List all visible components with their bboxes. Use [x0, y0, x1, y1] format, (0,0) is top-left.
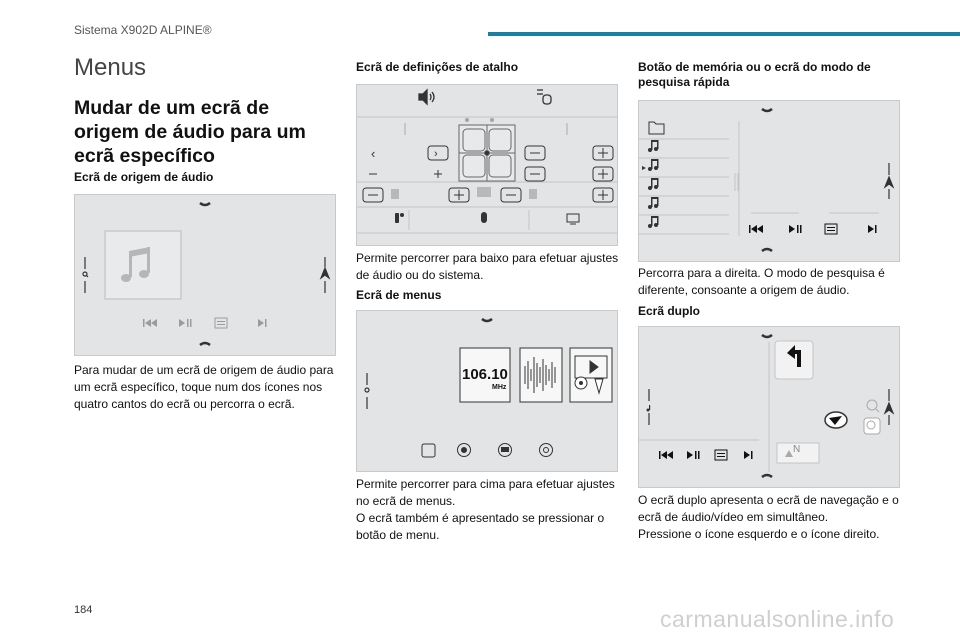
- audio-wave-tile: [520, 348, 562, 402]
- car-icon: [499, 444, 512, 457]
- play-pause-icon: [179, 319, 192, 327]
- zoom-in-icon: [867, 400, 879, 412]
- balance-fader-grid: [459, 125, 515, 181]
- chevron-up-icon: [762, 475, 772, 477]
- play-indicator-icon: [642, 166, 646, 170]
- col3-text-icons: Pressione o ícone esquerdo e o ícone direito.: [638, 527, 880, 541]
- fader-markers: [465, 118, 494, 122]
- audio-source-screen: [74, 194, 336, 356]
- zoom-out-icon: [864, 418, 880, 434]
- col2-text-shortcut: Permite percorrer para baixo para efetuar ajustes de áudio ou do sistema.: [356, 251, 619, 282]
- col2-text-menus: Permite percorrer para cima para efetuar ajustes no ecrã de menus.: [356, 477, 615, 508]
- chevron-down-icon: [200, 203, 210, 205]
- playback-controls: [143, 318, 267, 328]
- playback-controls: [749, 224, 877, 234]
- page-number: 184: [74, 604, 93, 616]
- folder-icon: [649, 122, 664, 134]
- quick-search-screen: [638, 100, 900, 262]
- page-heading: Mudar de um ecrã de origem de áudio para um ecrã específico: [74, 97, 306, 167]
- navigation-arrow-icon: [321, 257, 329, 293]
- music-note-icon: [648, 140, 659, 152]
- chevron-up-icon: [762, 249, 772, 251]
- settings-icon: [540, 444, 553, 457]
- chevron-up-icon: [200, 343, 210, 345]
- dual-screen: [638, 326, 900, 488]
- menus-screen: [356, 310, 618, 472]
- equalizer-icon: [715, 450, 727, 460]
- section-title: Menus: [74, 54, 147, 81]
- arrow-left-icon: ‹: [371, 146, 376, 161]
- col2-subtitle-shortcut: Ecrã de definições de atalho: [356, 60, 519, 74]
- phone-settings-icon: [395, 213, 404, 223]
- chevron-down-icon: [482, 319, 492, 321]
- compass-label: N: [793, 444, 801, 455]
- equalizer-icon: [215, 318, 227, 328]
- col3-text-memory: Percorra para a direita. O modo de pesquisa é diferente, consoante a origem de áudio.: [638, 266, 885, 297]
- col1-subtitle: Ecrã de origem de áudio: [74, 170, 214, 184]
- previous-icon: [143, 319, 157, 327]
- col2-subtitle-menus: Ecrã de menus: [356, 288, 442, 302]
- album-art-frame: [105, 231, 181, 299]
- shortcut-settings-screen: [356, 84, 618, 246]
- music-note-icon: [648, 197, 659, 209]
- watermark: carmanualsonline.info: [660, 606, 895, 632]
- running-header: Sistema X902D ALPINE®: [74, 23, 212, 37]
- vehicle-position-icon: [825, 412, 847, 428]
- music-note-icon: [648, 159, 659, 171]
- search-icon: [83, 257, 88, 293]
- music-note-icon: [648, 216, 659, 228]
- svg-text:›: ›: [434, 148, 438, 160]
- volume-icon: [419, 90, 434, 104]
- navigation-arrow-icon: [885, 163, 893, 199]
- next-icon: [868, 225, 877, 233]
- col3-text-dual: O ecrã duplo apresenta o ecrã de navegação e o ecrã de áudio/vídeo em simultâneo.: [638, 493, 899, 524]
- music-note-icon: [648, 178, 659, 190]
- play-pause-icon: [789, 225, 802, 233]
- previous-icon: [749, 225, 763, 233]
- search-icon: [365, 373, 369, 409]
- play-pause-icon: [687, 451, 700, 459]
- playback-controls: [659, 450, 753, 460]
- equalizer-icon: [825, 224, 837, 234]
- next-icon: [258, 319, 267, 327]
- header-accent-bar: [488, 32, 960, 36]
- equalizer-icon: [477, 187, 491, 197]
- radio-frequency: 106.10: [462, 366, 508, 383]
- col3-subtitle-dual: Ecrã duplo: [638, 304, 701, 318]
- settings-touch-icon: [537, 90, 551, 104]
- navigation-arrow-icon: [885, 389, 893, 425]
- previous-icon: [659, 451, 673, 459]
- chevron-down-icon: [762, 335, 772, 337]
- arrow-right-button: [428, 146, 448, 160]
- chevron-down-icon: [762, 109, 772, 111]
- navigation-icon: [458, 444, 471, 457]
- display-icon: [567, 214, 579, 224]
- speaker-icon: [391, 189, 399, 199]
- col2-text-menu-button: O ecrã também é apresentado se pressionar o botão de menu.: [356, 511, 605, 542]
- phone-icon: [422, 444, 435, 457]
- speaker-icon-2: [529, 189, 537, 199]
- radio-unit: MHz: [492, 384, 507, 391]
- bluetooth-icon: [481, 212, 487, 223]
- next-icon: [744, 451, 753, 459]
- col1-text: Para mudar de um ecrã de origem de áudio para um ecrã específico, toque num dos ícones nos quatro cantos do ecrã ou percorra o ecrã.: [74, 363, 334, 411]
- col3-subtitle-memory: Botão de memória ou o ecrã do modo de pesquisa rápida: [638, 60, 871, 89]
